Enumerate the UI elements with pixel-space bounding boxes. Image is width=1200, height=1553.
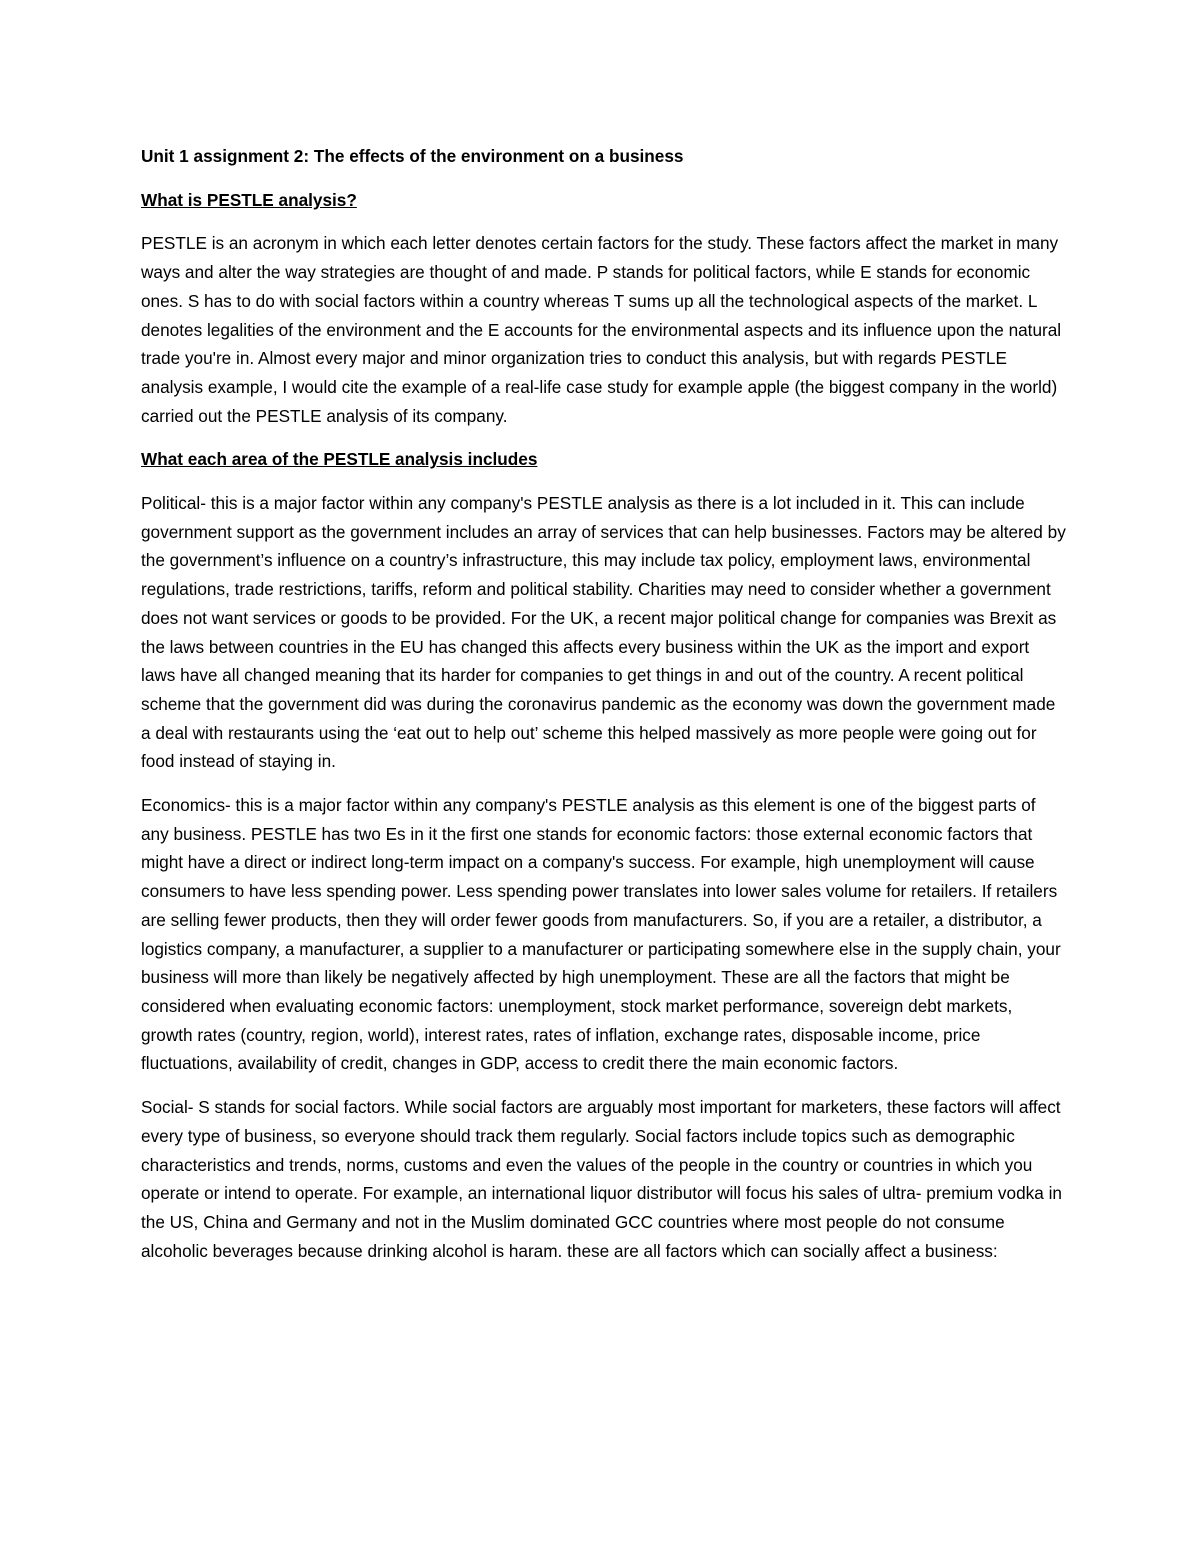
section-heading-what-is-pestle: What is PESTLE analysis? <box>141 189 357 210</box>
document-title: Unit 1 assignment 2: The effects of the environment on a business <box>141 146 684 166</box>
document-body <box>141 142 1066 1280</box>
paragraph-pestle-definition: PESTLE is an acronym in which each letter denotes certain factors for the study. These factors affect the market in many ways and alter the way strategies are thought of and made. P stands for political factors, while E stands for economic ones. S has to do with social factors within a country whereas T sums up all the technological aspects of the market. L denotes legalities of the environment and the E accounts for the environmental aspects and its influence upon the natural trade you're in. Almost every major and minor organization tries to conduct this analysis, but with regards PESTLE analysis example, I would cite the example of a real-life case study for example apple (the biggest company in the world) carried out the PESTLE analysis of its company. <box>141 233 1062 426</box>
section-heading-pestle-areas: What each area of the PESTLE analysis includes <box>141 449 538 470</box>
paragraph-social: Social- S stands for social factors. While social factors are arguably most important for marketers, these factors will affect every type of business, so everyone should track them regularly. Social factors include topics such as demographic characteristics and trends, norms, customs and even the values of the people in the country or countries in which you operate or intend to operate. For example, an international liquor distributor will focus his sales of ultra- premium vodka in the US, China and Germany and not in the Muslim dominated GCC countries where most people do not consume alcoholic beverages because drinking alcohol is haram. these are all factors which can socially affect a business: <box>141 1097 1062 1261</box>
paragraph-political: Political- this is a major factor within any company's PESTLE analysis as there is a lot included in it. This can include government support as the government includes an array of services that can help businesses. Factors may be altered by the government’s influence on a country’s infrastructure, this may include tax policy, employment laws, environmental regulations, trade restrictions, tariffs, reform and political stability. Charities may need to consider whether a government does not want services or goods to be provided. For the UK, a recent major political change for companies was Brexit as the laws between countries in the EU has changed this affects every business within the UK as the import and export laws have all changed meaning that its harder for companies to get things in and out of the country. A recent political scheme that the government did was during the coronavirus pandemic as the economy was down the government made a deal with restaurants using the ‘eat out to help out’ scheme this helped massively as more people were going out for food instead of staying in. <box>141 493 1066 772</box>
paragraph-economics: Economics- this is a major factor within any company's PESTLE analysis as this element is one of the biggest parts of any business. PESTLE has two Es in it the first one stands for economic factors: those external economic factors that might have a direct or indirect long-term impact on a company's success. For example, high unemployment will cause consumers to have less spending power. Less spending power translates into lower sales volume for retailers. If retailers are selling fewer products, then they will order fewer goods from manufacturers. So, if you are a retailer, a distributor, a logistics company, a manufacturer, a supplier to a manufacturer or participating somewhere else in the supply chain, your business will more than likely be negatively affected by high unemployment. These are all the factors that might be considered when evaluating economic factors: unemployment, stock market performance, sovereign debt markets, growth rates (country, region, world), interest rates, rates of inflation, exchange rates, disposable income, price fluctuations, availability of credit, changes in GDP, access to credit there the main economic factors. <box>141 795 1061 1074</box>
